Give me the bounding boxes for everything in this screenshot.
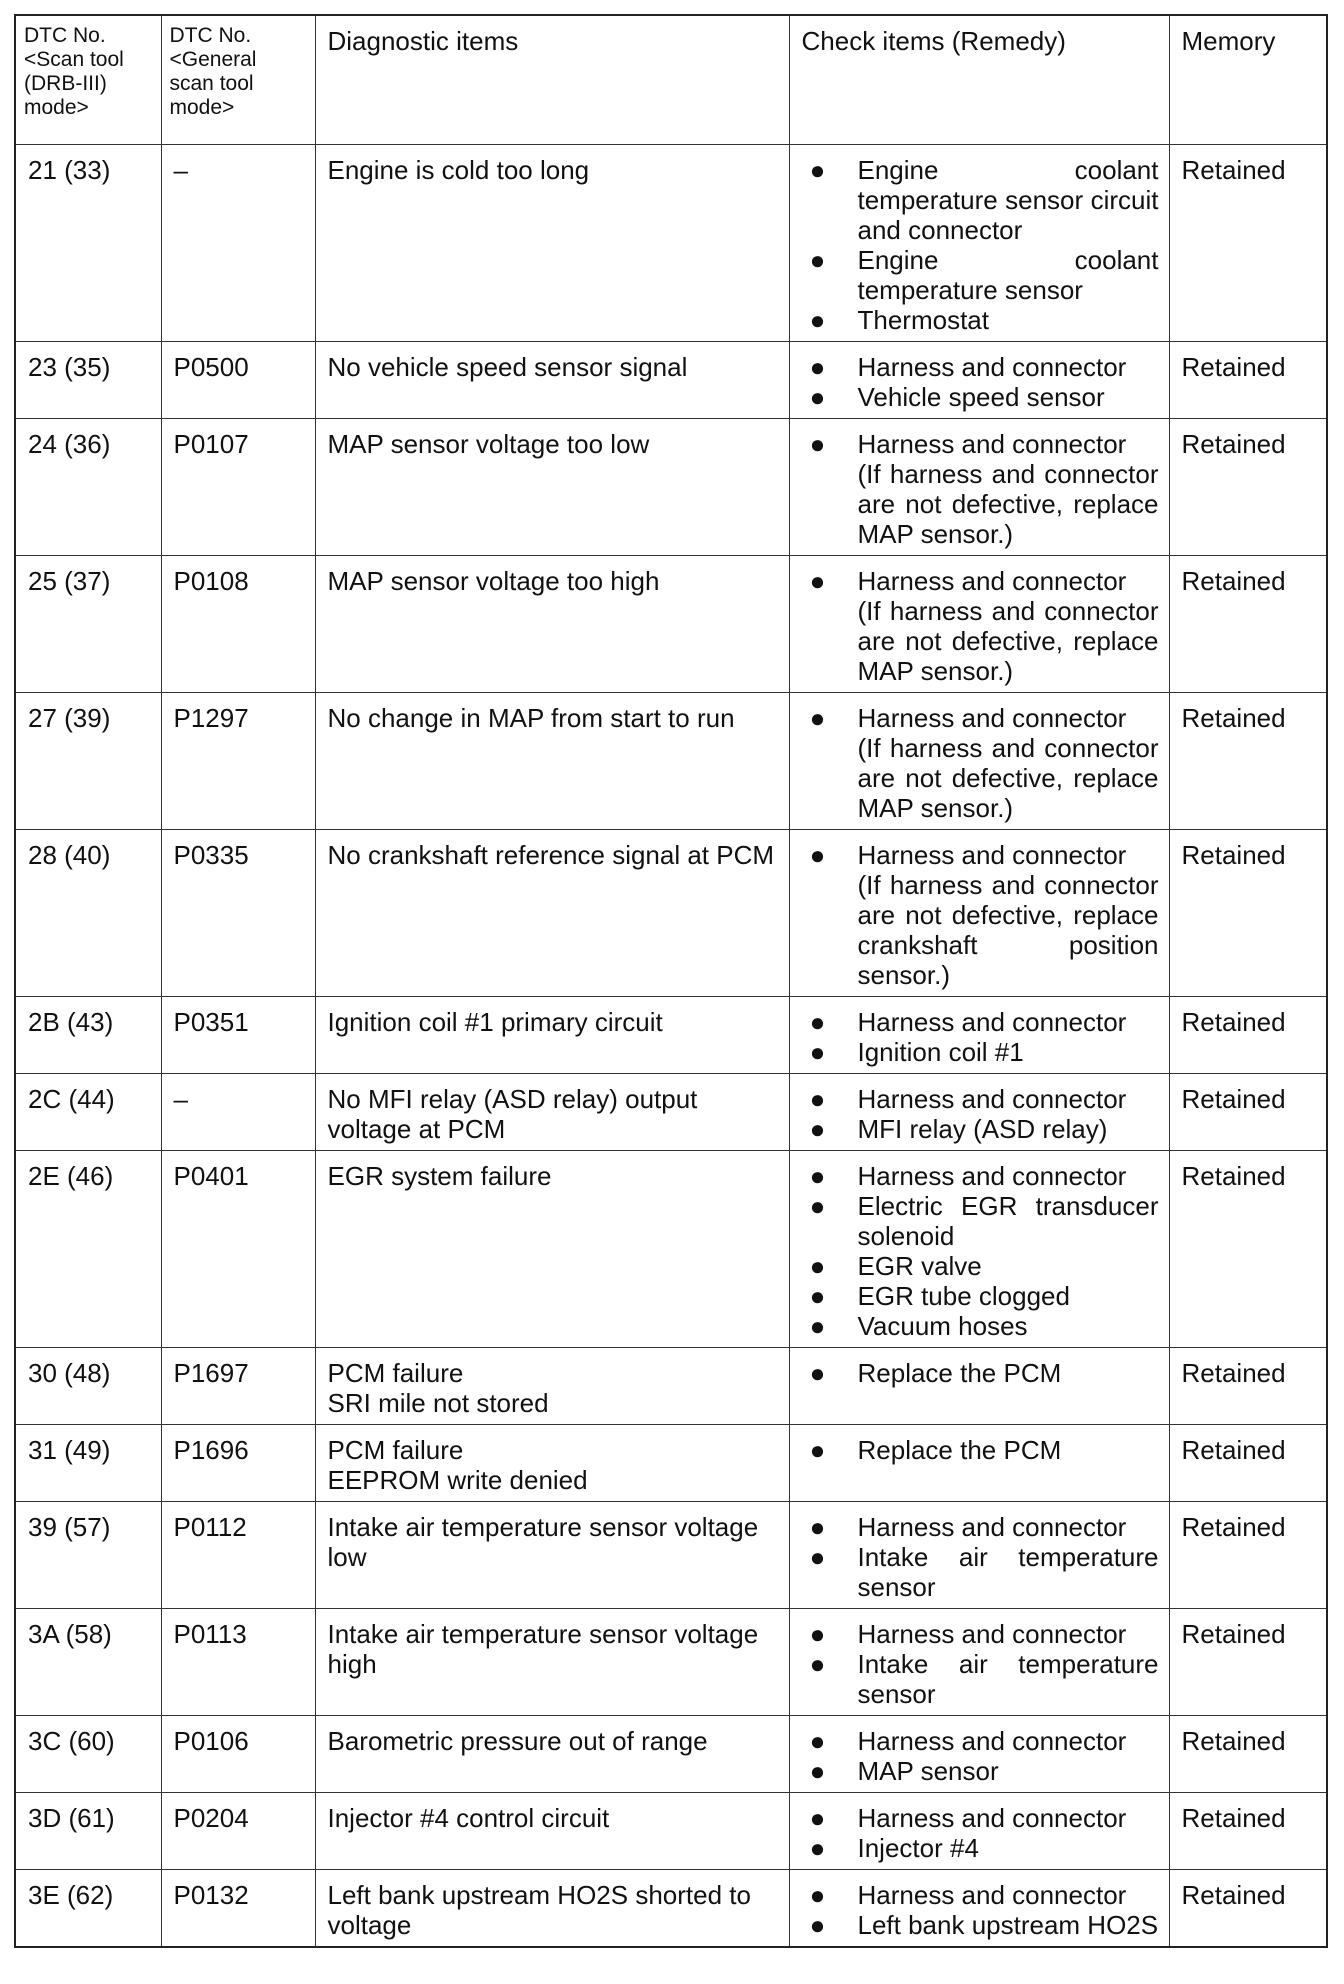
table-row <box>15 1502 1327 1609</box>
check-items-cell <box>789 1151 1169 1348</box>
check-item <box>802 1619 1159 1649</box>
general-scan-dtc-cell: P0335 <box>161 830 315 997</box>
diagnostic-item-cell <box>315 1870 789 1948</box>
check-item-text: Harness and connector <box>857 1512 1127 1542</box>
bullet-icon: ● <box>809 1512 826 1542</box>
general-scan-dtc-cell: P0108 <box>161 556 315 693</box>
check-item-note: (If harness and connector are not defective, replace MAP sensor.) <box>857 596 1159 686</box>
diagnostic-item-text: No MFI relay (ASD relay) output voltage at PCM <box>327 1084 698 1144</box>
dtc-table-body <box>15 145 1327 1948</box>
check-items-list <box>802 1007 1159 1067</box>
memory-cell: Retained <box>1169 1870 1327 1948</box>
check-item <box>802 1649 1159 1709</box>
diagnostic-item-text: Left bank upstream HO2S shorted to voltage <box>327 1880 751 1940</box>
check-items-cell <box>789 342 1169 419</box>
check-item-text: Intake air temperature sensor <box>857 1542 1159 1602</box>
check-item <box>802 1161 1159 1191</box>
diagnostic-item-text: Intake air temperature sensor voltage low <box>327 1512 759 1572</box>
scan-tool-dtc-cell: 30 (48) <box>15 1348 161 1425</box>
bullet-icon: ● <box>809 1084 826 1114</box>
table-row <box>15 1348 1327 1425</box>
check-item <box>802 1910 1159 1940</box>
bullet-icon: ● <box>809 1007 826 1037</box>
diagnostic-item-text: Engine is cold too long <box>327 155 590 185</box>
check-item <box>802 1542 1159 1602</box>
check-items-list <box>802 1358 1159 1388</box>
check-item <box>802 352 1159 382</box>
bullet-icon: ● <box>809 1435 826 1465</box>
dtc-table-page <box>14 14 1326 1948</box>
bullet-icon: ● <box>809 1619 826 1649</box>
general-scan-dtc-cell: P0113 <box>161 1609 315 1716</box>
header-check-items: Check items (Remedy) <box>789 15 1169 145</box>
check-item <box>802 245 1159 305</box>
bullet-icon: ● <box>809 1880 826 1910</box>
check-items-cell <box>789 1502 1169 1609</box>
memory-cell: Retained <box>1169 1793 1327 1870</box>
table-row <box>15 1609 1327 1716</box>
check-item-text: Harness and connector <box>857 566 1127 596</box>
diagnostic-item-cell <box>315 1716 789 1793</box>
memory-cell: Retained <box>1169 1502 1327 1609</box>
check-items-list <box>802 840 1159 990</box>
check-item-text: Ignition coil #1 <box>857 1037 1024 1067</box>
general-scan-dtc-cell: P0106 <box>161 1716 315 1793</box>
check-item <box>802 382 1159 412</box>
general-scan-dtc-cell: P1297 <box>161 693 315 830</box>
check-item-text: Harness and connector <box>857 703 1127 733</box>
check-item <box>802 1191 1159 1251</box>
diagnostic-item-text: EEPROM write denied <box>327 1465 588 1495</box>
diagnostic-item-text: No vehicle speed sensor signal <box>327 352 688 382</box>
table-row <box>15 1870 1327 1948</box>
bullet-icon: ● <box>809 155 826 185</box>
table-row <box>15 1151 1327 1348</box>
scan-tool-dtc-cell: 31 (49) <box>15 1425 161 1502</box>
check-item-text: MAP sensor <box>857 1756 999 1786</box>
bullet-icon: ● <box>809 1161 826 1191</box>
bullet-icon: ● <box>809 1649 826 1679</box>
bullet-icon: ● <box>809 1251 826 1281</box>
table-row <box>15 145 1327 342</box>
bullet-icon: ● <box>809 566 826 596</box>
header-row <box>15 15 1327 145</box>
check-items-cell <box>789 997 1169 1074</box>
diagnostic-item-cell <box>315 1151 789 1348</box>
check-item-text: Harness and connector <box>857 1007 1127 1037</box>
check-item-text: MFI relay (ASD relay) <box>857 1114 1108 1144</box>
scan-tool-dtc-cell: 3D (61) <box>15 1793 161 1870</box>
scan-tool-dtc-cell: 3A (58) <box>15 1609 161 1716</box>
diagnostic-item-text: Barometric pressure out of range <box>327 1726 708 1756</box>
check-item <box>802 1114 1159 1144</box>
general-scan-dtc-cell: – <box>161 1074 315 1151</box>
diagnostic-item-cell <box>315 1425 789 1502</box>
check-item-text: Engine coolant temperature sensor <box>857 245 1159 305</box>
header-diagnostic-items: Diagnostic items <box>315 15 789 145</box>
check-item <box>802 566 1159 686</box>
memory-cell: Retained <box>1169 1074 1327 1151</box>
table-row <box>15 1716 1327 1793</box>
check-item-text: Harness and connector <box>857 840 1127 870</box>
check-item-text: Engine coolant temperature sensor circuit and connector <box>857 155 1159 245</box>
diagnostic-item-cell <box>315 1348 789 1425</box>
scan-tool-dtc-cell: 21 (33) <box>15 145 161 342</box>
diagnostic-item-cell <box>315 1502 789 1609</box>
dtc-table <box>14 14 1328 1948</box>
diagnostic-item-cell <box>315 693 789 830</box>
bullet-icon: ● <box>809 1833 826 1863</box>
bullet-icon: ● <box>809 1726 826 1756</box>
diagnostic-item-cell <box>315 556 789 693</box>
check-item-text: Harness and connector <box>857 429 1127 459</box>
check-item-text: Vacuum hoses <box>857 1311 1028 1341</box>
check-item <box>802 1084 1159 1114</box>
check-item <box>802 1311 1159 1341</box>
diagnostic-item-cell <box>315 1793 789 1870</box>
check-item-text: Harness and connector <box>857 1803 1127 1833</box>
header-general-scan-dtc: DTC No. <General scan tool mode> <box>161 15 315 145</box>
check-items-list <box>802 1803 1159 1863</box>
check-items-cell <box>789 556 1169 693</box>
bullet-icon: ● <box>809 1037 826 1067</box>
scan-tool-dtc-cell: 2B (43) <box>15 997 161 1074</box>
memory-cell: Retained <box>1169 693 1327 830</box>
bullet-icon: ● <box>809 1756 826 1786</box>
table-row <box>15 830 1327 997</box>
check-items-list <box>802 1161 1159 1341</box>
bullet-icon: ● <box>809 352 826 382</box>
check-items-cell <box>789 419 1169 556</box>
check-item-text: Electric EGR transducer solenoid <box>857 1191 1159 1251</box>
bullet-icon: ● <box>809 1542 826 1572</box>
check-items-list <box>802 1619 1159 1709</box>
diagnostic-item-cell <box>315 1609 789 1716</box>
table-row <box>15 1425 1327 1502</box>
table-row <box>15 419 1327 556</box>
check-item <box>802 1512 1159 1542</box>
general-scan-dtc-cell: – <box>161 145 315 342</box>
diagnostic-item-cell <box>315 1074 789 1151</box>
check-item <box>802 1756 1159 1786</box>
check-item-text: Harness and connector <box>857 352 1127 382</box>
diagnostic-item-text: SRI mile not stored <box>327 1388 549 1418</box>
memory-cell: Retained <box>1169 1716 1327 1793</box>
check-item <box>802 1251 1159 1281</box>
check-items-list <box>802 1880 1159 1940</box>
check-item-text: Harness and connector <box>857 1161 1127 1191</box>
diagnostic-item-text: Intake air temperature sensor voltage high <box>327 1619 759 1679</box>
general-scan-dtc-cell: P0107 <box>161 419 315 556</box>
table-row <box>15 556 1327 693</box>
diagnostic-item-text: MAP sensor voltage too high <box>327 566 660 596</box>
memory-cell: Retained <box>1169 556 1327 693</box>
table-row <box>15 693 1327 830</box>
check-item <box>802 840 1159 990</box>
check-item-text: EGR valve <box>857 1251 982 1281</box>
scan-tool-dtc-cell: 3C (60) <box>15 1716 161 1793</box>
check-item-text: Injector #4 <box>857 1833 979 1863</box>
memory-cell: Retained <box>1169 997 1327 1074</box>
header-memory: Memory <box>1169 15 1327 145</box>
check-item-text: Harness and connector <box>857 1726 1127 1756</box>
check-item-text: Harness and connector <box>857 1084 1127 1114</box>
memory-cell: Retained <box>1169 1609 1327 1716</box>
check-items-cell <box>789 1074 1169 1151</box>
check-item-text: Replace the PCM <box>857 1358 1062 1388</box>
bullet-icon: ● <box>809 1114 826 1144</box>
general-scan-dtc-cell: P1697 <box>161 1348 315 1425</box>
memory-cell: Retained <box>1169 419 1327 556</box>
check-item <box>802 1281 1159 1311</box>
scan-tool-dtc-cell: 27 (39) <box>15 693 161 830</box>
memory-cell: Retained <box>1169 1151 1327 1348</box>
general-scan-dtc-cell: P0500 <box>161 342 315 419</box>
check-items-list <box>802 1435 1159 1465</box>
check-items-list <box>802 155 1159 335</box>
check-item-text: Thermostat <box>857 305 989 335</box>
memory-cell: Retained <box>1169 145 1327 342</box>
bullet-icon: ● <box>809 1910 826 1940</box>
check-items-cell <box>789 1716 1169 1793</box>
scan-tool-dtc-cell: 28 (40) <box>15 830 161 997</box>
check-item <box>802 305 1159 335</box>
bullet-icon: ● <box>809 1803 826 1833</box>
check-item <box>802 155 1159 245</box>
check-item <box>802 1037 1159 1067</box>
check-item-text: Vehicle speed sensor <box>857 382 1105 412</box>
check-items-cell <box>789 1425 1169 1502</box>
check-item-text: EGR tube clogged <box>857 1281 1070 1311</box>
check-item-note: (If harness and connector are not defective, replace crankshaft position sensor.) <box>857 870 1159 990</box>
scan-tool-dtc-cell: 23 (35) <box>15 342 161 419</box>
check-items-list <box>802 566 1159 686</box>
table-row <box>15 342 1327 419</box>
check-item <box>802 1358 1159 1388</box>
bullet-icon: ● <box>809 1281 826 1311</box>
diagnostic-item-text: No change in MAP from start to run <box>327 703 735 733</box>
check-item-text: Left bank upstream HO2S <box>857 1910 1159 1940</box>
bullet-icon: ● <box>809 382 826 412</box>
bullet-icon: ● <box>809 305 826 335</box>
general-scan-dtc-cell: P0132 <box>161 1870 315 1948</box>
check-item-note: (If harness and connector are not defective, replace MAP sensor.) <box>857 733 1159 823</box>
table-row <box>15 1793 1327 1870</box>
diagnostic-item-text: Injector #4 control circuit <box>327 1803 610 1833</box>
general-scan-dtc-cell: P0401 <box>161 1151 315 1348</box>
check-item-text: Replace the PCM <box>857 1435 1062 1465</box>
check-items-list <box>802 703 1159 823</box>
table-row <box>15 997 1327 1074</box>
memory-cell: Retained <box>1169 342 1327 419</box>
diagnostic-item-cell <box>315 145 789 342</box>
check-items-cell <box>789 145 1169 342</box>
check-item-text: Harness and connector <box>857 1619 1127 1649</box>
diagnostic-item-cell <box>315 830 789 997</box>
scan-tool-dtc-cell: 3E (62) <box>15 1870 161 1948</box>
check-item <box>802 429 1159 549</box>
check-items-cell <box>789 1793 1169 1870</box>
bullet-icon: ● <box>809 1311 826 1341</box>
check-items-list <box>802 1726 1159 1786</box>
scan-tool-dtc-cell: 24 (36) <box>15 419 161 556</box>
bullet-icon: ● <box>809 429 826 459</box>
scan-tool-dtc-cell: 39 (57) <box>15 1502 161 1609</box>
check-items-cell <box>789 1348 1169 1425</box>
diagnostic-item-text: EGR system failure <box>327 1161 552 1191</box>
check-item-text: Harness and connector <box>857 1880 1127 1910</box>
check-item <box>802 1833 1159 1863</box>
scan-tool-dtc-cell: 25 (37) <box>15 556 161 693</box>
check-item <box>802 1435 1159 1465</box>
bullet-icon: ● <box>809 703 826 733</box>
bullet-icon: ● <box>809 1358 826 1388</box>
check-item <box>802 703 1159 823</box>
diagnostic-item-text: Ignition coil #1 primary circuit <box>327 1007 663 1037</box>
scan-tool-dtc-cell: 2E (46) <box>15 1151 161 1348</box>
check-item-text: Intake air temperature sensor <box>857 1649 1159 1709</box>
diagnostic-item-text: MAP sensor voltage too low <box>327 429 650 459</box>
check-items-list <box>802 1084 1159 1144</box>
memory-cell: Retained <box>1169 830 1327 997</box>
general-scan-dtc-cell: P0351 <box>161 997 315 1074</box>
memory-cell: Retained <box>1169 1348 1327 1425</box>
check-items-list <box>802 429 1159 549</box>
check-items-list <box>802 1512 1159 1602</box>
diagnostic-item-text: No crankshaft reference signal at PCM <box>327 840 775 870</box>
check-items-cell <box>789 830 1169 997</box>
check-item <box>802 1007 1159 1037</box>
diagnostic-item-cell <box>315 342 789 419</box>
check-item <box>802 1803 1159 1833</box>
scan-tool-dtc-cell: 2C (44) <box>15 1074 161 1151</box>
diagnostic-item-cell <box>315 419 789 556</box>
bullet-icon: ● <box>809 1191 826 1221</box>
check-item-note: (If harness and connector are not defective, replace MAP sensor.) <box>857 459 1159 549</box>
diagnostic-item-cell <box>315 997 789 1074</box>
general-scan-dtc-cell: P0204 <box>161 1793 315 1870</box>
bullet-icon: ● <box>809 840 826 870</box>
header-scan-tool-dtc: DTC No. <Scan tool (DRB-III) mode> <box>15 15 161 145</box>
check-items-list <box>802 352 1159 412</box>
check-items-cell <box>789 1609 1169 1716</box>
check-item <box>802 1726 1159 1756</box>
general-scan-dtc-cell: P1696 <box>161 1425 315 1502</box>
memory-cell: Retained <box>1169 1425 1327 1502</box>
check-items-cell <box>789 1870 1169 1948</box>
bullet-icon: ● <box>809 245 826 275</box>
diagnostic-item-text: PCM failure <box>327 1435 464 1465</box>
diagnostic-item-text: PCM failure <box>327 1358 464 1388</box>
check-items-cell <box>789 693 1169 830</box>
check-item <box>802 1880 1159 1910</box>
general-scan-dtc-cell: P0112 <box>161 1502 315 1609</box>
table-row <box>15 1074 1327 1151</box>
